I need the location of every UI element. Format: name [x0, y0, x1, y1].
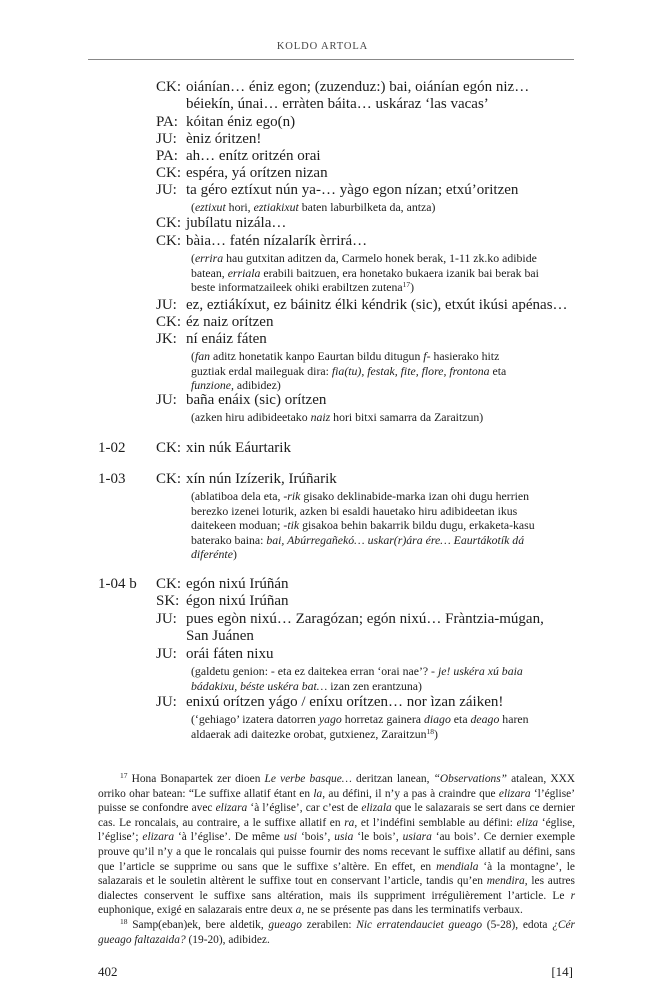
speaker-label: JU:: [156, 611, 177, 627]
note-line: baterako baina: bai, Abúrregañekó… uskar(r)ára ére… Eaurtákotík dá: [191, 532, 525, 547]
note-line: bádakixu, béste uskéra bat… izan zen erantzuna): [191, 678, 422, 693]
annotation-note: [191, 200, 575, 215]
running-header: KOLDO ARTOLA: [276, 41, 369, 52]
speaker-label: JU:: [156, 392, 177, 408]
utterance: ah… enítz oritzén orai: [186, 148, 321, 164]
footnotes: [98, 772, 575, 947]
utterance: kóitan éniz ego(n): [186, 114, 296, 130]
footnote-17: $^{17}$ Hona Bonapartek zer dioen Le verbe basque… deritzan lanean, “Observations” atalean, XXX orriko ohar batean: “Le suffixe allatif étant en la, au défini, il n’y a pas à craindre que elizara ‘l’église’ puisse se confondre avec elizara ‘à l’église’, car c’est de elizala que le salazarais se sert dans ce dernier cas. Le roncalais, au contraire, a le suffixe allatif en ra, et l’indéfini semblable au défini: eliza ‘église, l’église’; elizara ‘à l’église’. De même usi ‘bois’, usia ‘le bois’, usiara ‘au bois’. Ce dernier exemple prouve qu’il n’y a que le roncalais qui puisse fournir des noms recevant le suffixe allatif au défini, sans que l’article se supprime ou sans que le suffixe s’altère. En effet, en mendiala ‘à la montagne’, le salazarais et le souletin altèrent le suffixe tout en conservant l’article, tandis qu’en mendira, les autres dialectes conservent le suffixe sans altération, mais ils suppriment irrégulièrement l’article. Le r euphonique, exigé en salazarais entre deux a, ne se présente pas dans les terminatifs verbaux.: [98, 771, 576, 917]
speaker-label: CK:: [156, 440, 182, 456]
note-line: (galdetu genion: - eta ez daitekea erran ‘orai nae’? - je! uskéra xú baia: [191, 664, 523, 678]
section-marker: [14]: [551, 964, 573, 979]
utterance: ní enáiz fáten: [186, 331, 267, 347]
speaker-label: PA:: [156, 114, 178, 130]
utterance-line: béiekín, únai… erràten báita… uskáraz ‘las vacas’: [186, 96, 489, 113]
speaker-label: JU:: [156, 297, 177, 313]
utterance-line: San Juánen: [186, 628, 254, 645]
speaker-label: JU:: [156, 131, 177, 147]
note-line: beste informatzaileek ohiki erabiltzen zutena$^{17}$): [191, 280, 415, 294]
note-line: berezko izenei loturik, azken bi esaldi hauetako hiru adibideetan ikus: [191, 503, 518, 518]
footnote-ref-17: 17: [402, 280, 411, 289]
annotation-note: [191, 251, 575, 295]
utterance: ta géro eztíxut nún ya-… yàgo egon nízan; etxú’oritzen: [186, 182, 519, 198]
example-number: 1-03: [98, 471, 126, 487]
utterance-line: pues egòn nixú… Zaragózan; egón nixú… Fràntzia-múgan,: [186, 611, 544, 627]
annotation-note: [191, 489, 575, 562]
note-line: batean, erriala erabili baitzuen, era honetako bukaera izanik bai berak bai: [191, 265, 539, 280]
utterance: orái fáten nixu: [186, 646, 274, 662]
utterance: [186, 79, 576, 114]
speaker-label: CK:: [156, 79, 182, 95]
footnote-18: $^{18}$ Samp(eban)ek, bere aldetik, gueago zerabilen: Nic erratendauciet gueago (5-28), edota ¿Cér gueago faltazaida? (19-20), adibidez.: [98, 916, 575, 946]
speaker-label: PA:: [156, 148, 178, 164]
note-line: (fan aditz honetatik kanpo Eaurtan bildu ditugun f- hasierako hitz: [191, 349, 500, 363]
note-line: guztiak erdal maileguak dira: fia(tu), festak, fite, flore, frontona eta: [191, 363, 507, 378]
utterance: egón nixú Irúñán: [186, 576, 289, 592]
utterance: espéra, yá orítzen nizan: [186, 165, 328, 181]
utterance: éz naiz orítzen: [186, 314, 274, 330]
header-rule: [88, 59, 574, 60]
speaker-label: JU:: [156, 646, 177, 662]
annotation-note: [191, 410, 575, 425]
note-line: (errira hau gutxitan aditzen da, Carmelo honek berak, 1-11 zk.ko adibide: [191, 251, 537, 265]
utterance-line: oiánían… éniz egon; (zuzenduz:) bai, oiánían egón niz…: [186, 79, 530, 95]
footnote-marker: 17: [120, 771, 128, 780]
speaker-label: CK:: [156, 576, 182, 592]
note-line: daitekeen moduan; -tik gisakoa behin bakarrik bildu dugu, erkaketa-kasu: [191, 518, 535, 532]
speaker-label: CK:: [156, 215, 182, 231]
footnote-marker: 18: [120, 916, 128, 926]
note-line: funzione, adibidez): [191, 378, 281, 392]
note-line: aldaerak adi daitezke orobat, gutxienez, Zaraitzun$^{18}$): [191, 726, 438, 741]
utterance: baña enáix (sic) orítzen: [186, 392, 327, 408]
speaker-label: CK:: [156, 314, 182, 330]
speaker-label: SK:: [156, 593, 180, 609]
example-number: 1-02: [98, 440, 126, 456]
example-number: 1-04 b: [98, 576, 137, 592]
utterance: xín nún Izízerik, Irúñarik: [186, 471, 337, 487]
annotation-note: [191, 349, 575, 393]
speaker-label: JK:: [156, 331, 177, 347]
speaker-label: CK:: [156, 165, 182, 181]
utterance: bàia… fatén nízalarík èrrirá…: [186, 233, 368, 249]
utterance: ez, eztiákíxut, ez báinitz élki kéndrik (sic), etxút ikúsi apénas…: [186, 297, 568, 313]
note-line: (eztixut hori, eztiakixut baten laburbilketa da, antza): [191, 200, 436, 214]
note-line: (ablatiboa dela eta, -rik gisako deklinabide-marka izan ohi dugu herrien: [191, 489, 530, 503]
note-line: diferénte): [191, 547, 237, 561]
speaker-label: CK:: [156, 471, 182, 487]
note-line: (‘gehiago’ izatera datorren yago horretaz gainera diago eta deago haren: [191, 712, 529, 726]
utterance: égon nixú Irúñan: [186, 593, 289, 609]
speaker-label: JU:: [156, 182, 177, 198]
utterance: xin núk Eáurtarik: [186, 440, 291, 456]
utterance: [186, 611, 576, 646]
speaker-label: JU:: [156, 694, 177, 710]
annotation-note: [191, 712, 575, 741]
footnote-ref-18: 18: [426, 726, 434, 736]
page-number: 402: [98, 964, 118, 979]
note-line: (azken hiru adibideetako naiz hori bitxi samarra da Zaraitzun): [191, 410, 484, 424]
utterance: jubílatu nizála…: [186, 215, 287, 231]
utterance: enixú orítzen yágo / eníxu orítzen… nor ìzan záiken!: [186, 694, 504, 710]
annotation-note: [191, 664, 575, 693]
speaker-label: CK:: [156, 233, 182, 249]
utterance: èniz óritzen!: [186, 131, 262, 147]
